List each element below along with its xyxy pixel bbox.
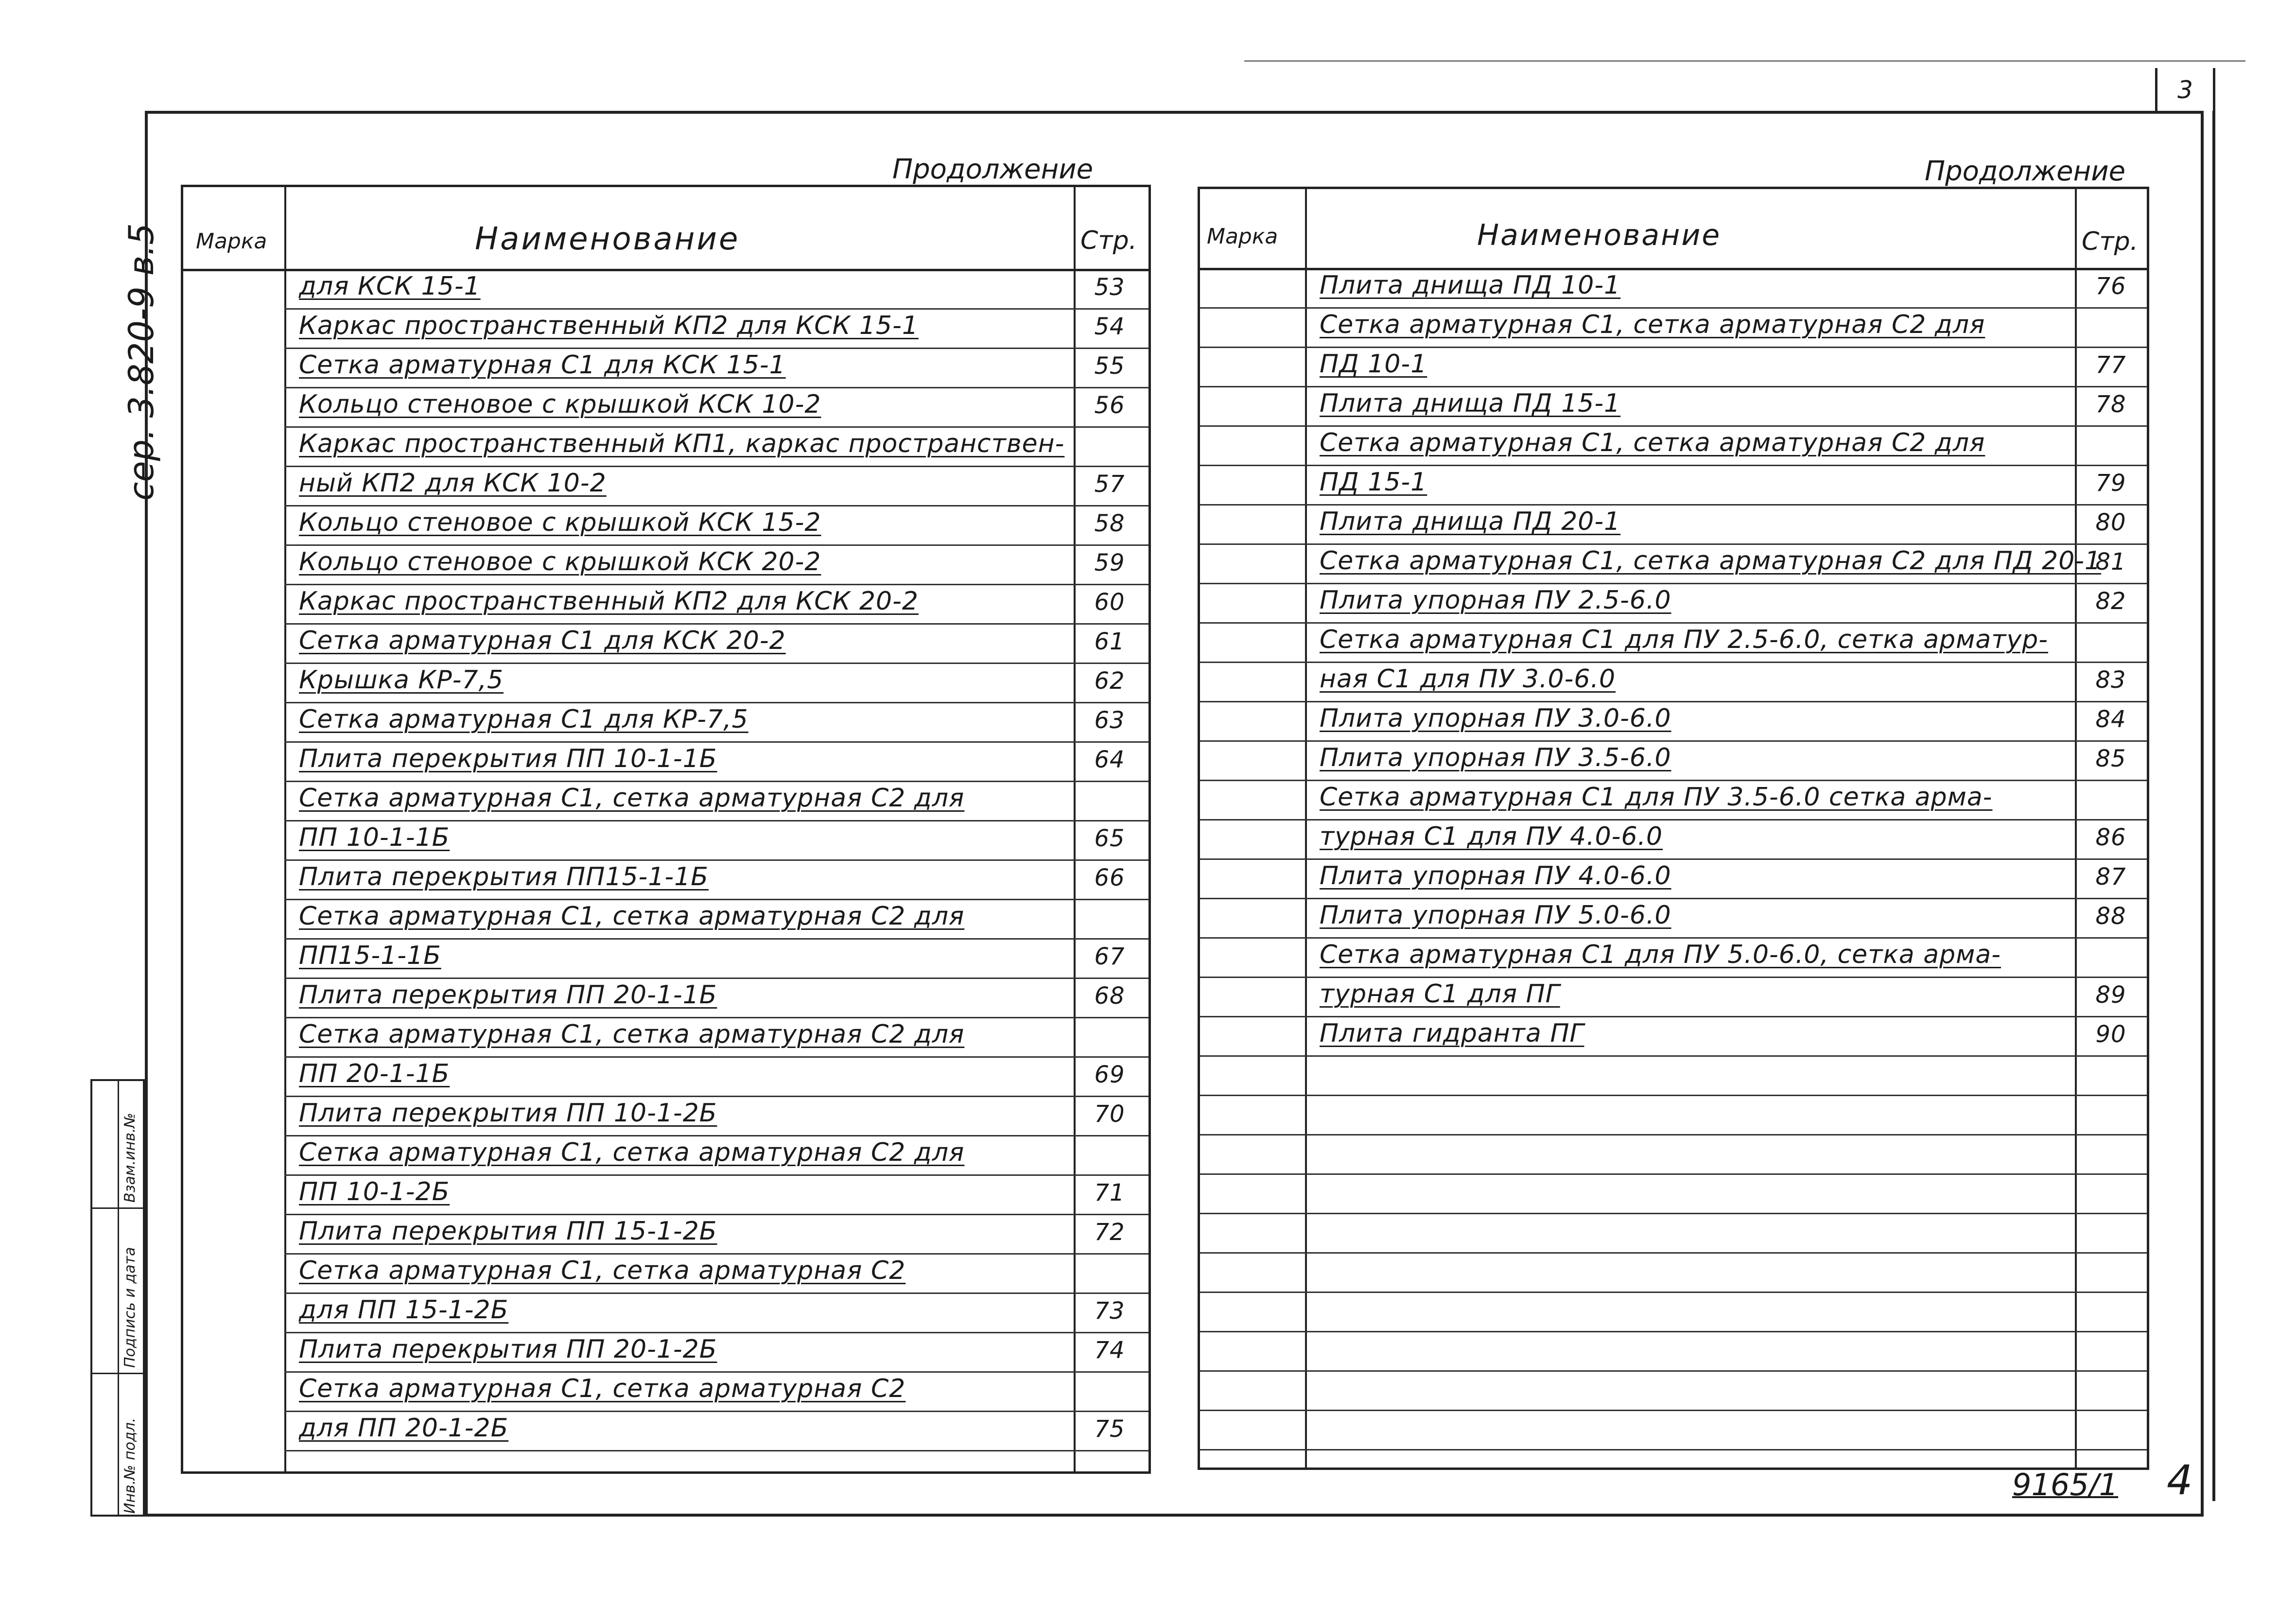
table-row-text: Сетка арматурная С1 для ПУ 3.5-6.0 сетка арма- xyxy=(1320,783,1993,812)
left-mark-column-divider xyxy=(284,187,286,1471)
table-row-page: 69 xyxy=(1094,1061,1125,1088)
table-row-text: Крышка КР-7,5 xyxy=(299,665,504,695)
table-row-line xyxy=(284,1174,1148,1176)
table-row-page: 54 xyxy=(1094,313,1125,340)
table-row-line xyxy=(1200,347,2147,348)
table-row-line xyxy=(284,426,1148,428)
table-row-line xyxy=(284,505,1148,507)
table-row-text: Сетка арматурная С1 для ПУ 2.5-6.0, сетка арматур- xyxy=(1320,625,2049,654)
series-label: сер. 3.820-9 в.5 xyxy=(122,223,161,501)
table-row-line xyxy=(284,899,1148,900)
table-row-line xyxy=(284,1135,1148,1136)
table-row-page: 53 xyxy=(1094,274,1125,301)
left-mark-header: Марка xyxy=(196,229,267,254)
table-row-line xyxy=(284,348,1148,349)
table-row-page: 55 xyxy=(1094,352,1125,380)
left-page-header: Стр. xyxy=(1080,226,1137,255)
table-row-page: 74 xyxy=(1094,1337,1125,1364)
table-row-page: 80 xyxy=(2095,509,2126,536)
table-row-text: Кольцо стеновое с крышкой КСК 20-2 xyxy=(299,547,821,576)
table-row-line xyxy=(1200,937,2147,939)
table-row-line xyxy=(1200,1331,2147,1332)
table-row-page: 67 xyxy=(1094,943,1125,970)
table-row-page: 84 xyxy=(2095,706,2126,733)
table-row-text: Плита упорная ПУ 3.5-6.0 xyxy=(1320,743,1671,772)
table-row-line xyxy=(284,1096,1148,1097)
table-row-page: 76 xyxy=(2095,273,2126,300)
stamp-field-inv-number: Инв.№ подл. xyxy=(122,1417,139,1514)
table-row-line xyxy=(284,1450,1148,1451)
table-row-line xyxy=(284,584,1148,585)
table-row-line xyxy=(1200,1095,2147,1096)
table-row-page: 60 xyxy=(1094,589,1125,616)
table-row-text: Каркас пространственный КП2 для КСК 15-1 xyxy=(299,311,919,340)
table-row-page: 83 xyxy=(2095,666,2126,694)
table-row-line xyxy=(1200,1134,2147,1135)
table-row-text: Сетка арматурная С1 для КСК 15-1 xyxy=(299,350,786,380)
table-row-line xyxy=(284,544,1148,546)
table-row-line xyxy=(1200,465,2147,466)
table-row-line xyxy=(284,741,1148,743)
table-row-page: 73 xyxy=(1094,1297,1125,1325)
table-row-text: ПП15-1-1Б xyxy=(299,941,441,970)
table-row-line xyxy=(1200,1016,2147,1017)
stamp-strip-row-line xyxy=(92,1373,143,1374)
table-row-line xyxy=(284,1371,1148,1373)
table-row-text: для КСК 15-1 xyxy=(299,272,481,301)
table-row-text: Плита днища ПД 15-1 xyxy=(1320,389,1621,418)
document-code: 9165/1 xyxy=(2012,1467,2119,1502)
table-row-page: 63 xyxy=(1094,707,1125,734)
table-row-line xyxy=(284,1253,1148,1255)
table-row-text: Сетка арматурная С1, сетка арматурная С2 xyxy=(299,1374,906,1403)
left-contents-table xyxy=(181,185,1151,1474)
table-row-page: 66 xyxy=(1094,864,1125,891)
table-row-line xyxy=(1200,425,2147,427)
table-row-line xyxy=(1200,1370,2147,1372)
table-row-line xyxy=(1200,1410,2147,1411)
table-row-line xyxy=(284,1056,1148,1058)
right-continuation-title: Продолжение xyxy=(1925,156,2126,187)
table-row-text: Кольцо стеновое с крышкой КСК 10-2 xyxy=(299,390,821,419)
table-row-page: 89 xyxy=(2095,981,2126,1009)
table-row-text: Сетка арматурная С1, сетка арматурная С2 для xyxy=(299,784,965,813)
left-continuation-title: Продолжение xyxy=(892,154,1094,185)
table-row-page: 57 xyxy=(1094,471,1125,498)
right-contents-table xyxy=(1198,187,2149,1470)
table-row-line xyxy=(284,1214,1148,1215)
table-row-text: ПП 10-1-2Б xyxy=(299,1177,450,1206)
table-row-line xyxy=(1200,977,2147,978)
table-row-page: 86 xyxy=(2095,824,2126,851)
table-row-page: 64 xyxy=(1094,746,1125,773)
table-row-text: для ПП 20-1-2Б xyxy=(299,1414,509,1443)
table-row-page: 82 xyxy=(2095,588,2126,615)
table-row-text: Сетка арматурная С1, сетка арматурная С2 для xyxy=(1320,310,1985,339)
table-row-page: 72 xyxy=(1094,1219,1125,1246)
stamp-strip xyxy=(90,1079,145,1517)
table-row-line xyxy=(284,623,1148,625)
table-row-text: Сетка арматурная С1 для КСК 20-2 xyxy=(299,626,786,655)
table-row-line xyxy=(284,820,1148,821)
table-row-page: 65 xyxy=(1094,825,1125,852)
table-row-line xyxy=(284,387,1148,388)
table-row-page: 62 xyxy=(1094,667,1125,695)
table-row-line xyxy=(1200,740,2147,742)
table-row-text: ная С1 для ПУ 3.0-6.0 xyxy=(1320,664,1616,694)
table-row-line xyxy=(284,1411,1148,1412)
table-row-text: Плита перекрытия ПП 20-1-1Б xyxy=(299,980,717,1010)
table-row-text: Плита перекрытия ПП 10-1-2Б xyxy=(299,1099,717,1128)
table-row-line xyxy=(284,466,1148,467)
table-row-text: турная С1 для ПГ xyxy=(1320,979,1560,1009)
table-row-line xyxy=(284,978,1148,979)
table-row-page: 87 xyxy=(2095,863,2126,891)
table-row-line xyxy=(1200,780,2147,781)
table-row-text: Плита перекрытия ПП 20-1-2Б xyxy=(299,1335,717,1364)
right-header-divider xyxy=(1200,268,2147,270)
right-mark-header: Марка xyxy=(1207,224,1278,249)
right-page-header: Стр. xyxy=(2082,227,2139,256)
table-row-text: для ПП 15-1-2Б xyxy=(299,1295,509,1325)
table-row-line xyxy=(1200,386,2147,387)
table-row-line xyxy=(284,702,1148,703)
table-row-line xyxy=(1200,1173,2147,1175)
table-row-line xyxy=(284,781,1148,782)
table-row-line xyxy=(284,938,1148,940)
table-row-line xyxy=(284,1332,1148,1333)
table-row-text: Плита упорная ПУ 3.0-6.0 xyxy=(1320,704,1671,733)
table-row-line xyxy=(1200,583,2147,584)
table-row-text: Сетка арматурная С1, сетка арматурная С2 для xyxy=(1320,428,1985,457)
table-row-line xyxy=(284,1017,1148,1018)
table-row-page: 56 xyxy=(1094,392,1125,419)
format-mark: 4 xyxy=(2167,1456,2193,1504)
table-row-line xyxy=(284,859,1148,861)
table-row-page: 71 xyxy=(1094,1179,1125,1206)
right-name-header: Наименование xyxy=(1477,218,1722,252)
table-row-text: Сетка арматурная С1 для КР-7,5 xyxy=(299,705,748,734)
table-row-text: ПД 10-1 xyxy=(1320,349,1427,379)
table-row-page: 88 xyxy=(2095,903,2126,930)
table-row-text: Кольцо стеновое с крышкой КСК 15-2 xyxy=(299,508,821,537)
table-row-text: Плита гидранта ПГ xyxy=(1320,1019,1584,1048)
table-row-page: 79 xyxy=(2095,470,2126,497)
table-row-text: Каркас пространственный КП1, каркас пространствен- xyxy=(299,429,1065,458)
table-row-page: 70 xyxy=(1094,1100,1125,1128)
table-row-line xyxy=(1200,819,2147,821)
table-row-line xyxy=(1200,543,2147,545)
table-row-text: Сетка арматурная С1, сетка арматурная С2 xyxy=(299,1256,906,1285)
left-header-divider xyxy=(183,269,1148,271)
table-row-text: Сетка арматурная С1, сетка арматурная С2 для xyxy=(299,1138,965,1167)
sheet-number-box xyxy=(2155,68,2215,114)
table-row-page: 78 xyxy=(2095,391,2126,418)
table-row-text: ПП 20-1-1Б xyxy=(299,1059,450,1088)
table-row-text: Плита упорная ПУ 5.0-6.0 xyxy=(1320,901,1671,930)
table-row-page: 75 xyxy=(1094,1415,1125,1443)
table-row-line xyxy=(1200,307,2147,309)
left-name-header: Наименование xyxy=(475,221,740,257)
table-row-line xyxy=(284,1293,1148,1294)
table-row-text: Плита перекрытия ПП 10-1-1Б xyxy=(299,744,717,773)
table-row-line xyxy=(284,663,1148,664)
table-row-text: Сетка арматурная С1 для ПУ 5.0-6.0, сетка арма- xyxy=(1320,940,2001,969)
frame-right-edge xyxy=(2212,111,2215,1501)
table-row-text: Каркас пространственный КП2 для КСК 20-2 xyxy=(299,587,919,616)
stamp-strip-divider xyxy=(118,1081,119,1515)
table-row-text: Плита упорная ПУ 4.0-6.0 xyxy=(1320,861,1671,891)
table-row-text: Плита днища ПД 20-1 xyxy=(1320,507,1621,536)
table-row-text: Плита перекрытия ПП 15-1-2Б xyxy=(299,1217,717,1246)
right-mark-column-divider xyxy=(1305,189,1307,1467)
table-row-page: 61 xyxy=(1094,628,1125,655)
table-row-page: 58 xyxy=(1094,510,1125,537)
table-row-line xyxy=(1200,504,2147,506)
table-row-line xyxy=(1200,701,2147,702)
table-row-line xyxy=(1200,1292,2147,1293)
table-row-page: 59 xyxy=(1094,549,1125,576)
table-row-page: 68 xyxy=(1094,982,1125,1010)
table-row-text: Плита упорная ПУ 2.5-6.0 xyxy=(1320,586,1671,615)
stamp-field-replacement-inv: Взам.инв.№ xyxy=(122,1113,139,1203)
stamp-field-signature-date: Подпись и дата xyxy=(122,1247,139,1368)
table-row-text: турная С1 для ПУ 4.0-6.0 xyxy=(1320,822,1663,851)
table-row-line xyxy=(1200,1252,2147,1254)
table-row-text: ПП 10-1-1Б xyxy=(299,823,450,852)
table-row-line xyxy=(1200,1449,2147,1450)
table-row-page: 77 xyxy=(2095,351,2126,379)
table-row-text: ПД 15-1 xyxy=(1320,468,1427,497)
table-row-text: ный КП2 для КСК 10-2 xyxy=(299,469,607,498)
table-row-text: Плита днища ПД 10-1 xyxy=(1320,271,1621,300)
table-row-line xyxy=(284,308,1148,310)
table-row-page: 90 xyxy=(2095,1021,2126,1048)
top-border-dash xyxy=(1244,60,2245,62)
table-row-line xyxy=(1200,858,2147,860)
table-row-line xyxy=(1200,898,2147,899)
sheet-number: 3 xyxy=(2177,76,2193,104)
table-row-text: Сетка арматурная С1, сетка арматурная С2 для xyxy=(299,902,965,931)
table-row-line xyxy=(1200,1213,2147,1214)
table-row-text: Сетка арматурная С1, сетка арматурная С2 для xyxy=(299,1020,965,1049)
table-row-line xyxy=(1200,1055,2147,1057)
table-row-page: 85 xyxy=(2095,745,2126,772)
stamp-strip-row-line xyxy=(92,1207,143,1209)
table-row-text: Плита перекрытия ПП15-1-1Б xyxy=(299,862,709,891)
table-row-line xyxy=(1200,622,2147,624)
table-row-text: Сетка арматурная С1, сетка арматурная С2 для ПД 20-1 xyxy=(1320,546,2102,576)
table-row-line xyxy=(1200,662,2147,663)
table-row-page: 81 xyxy=(2095,548,2126,576)
